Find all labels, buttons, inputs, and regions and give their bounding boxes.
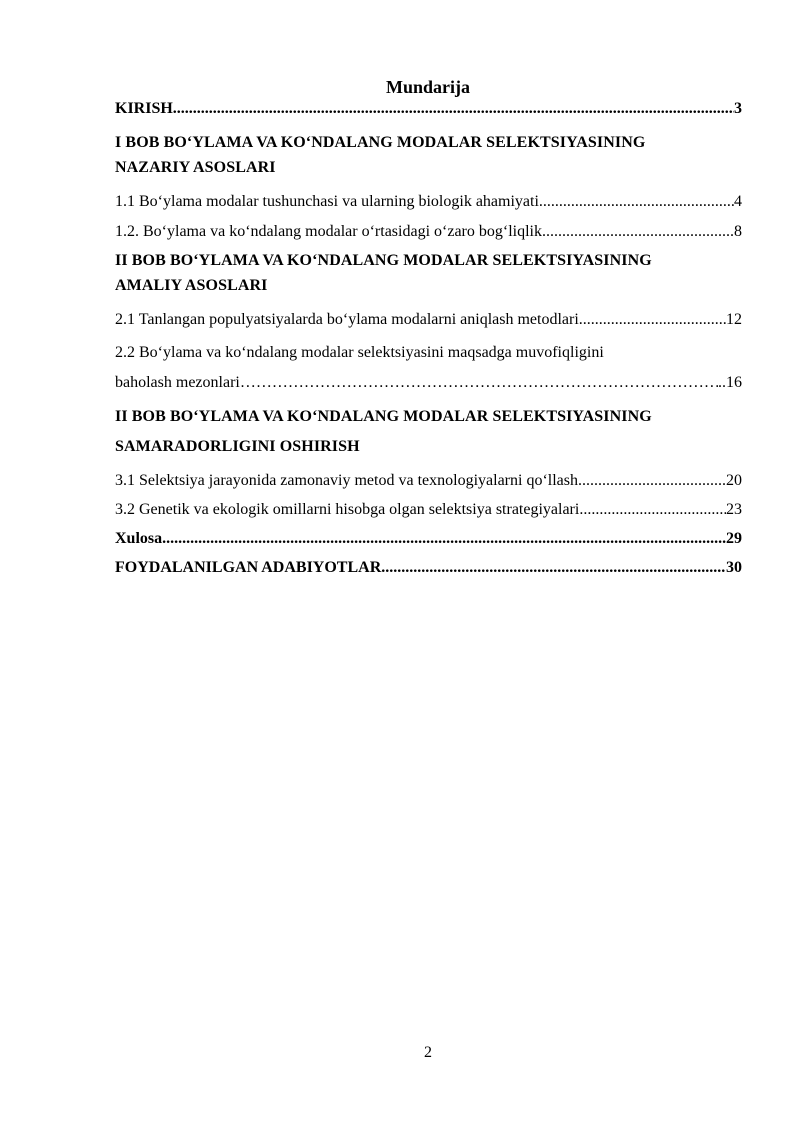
toc-entry-label: 3.2 Genetik va ekologik omillarni hisobga olgan selektsiya strategiyalari [115, 501, 580, 518]
toc-chapter-2-line-1: II BOB BO‘YLAMA VA KO‘NDALANG MODALAR SELEKTSIYASINING [115, 252, 652, 269]
toc-entry-1-1[interactable] [115, 189, 742, 214]
toc-entry-2-1[interactable] [115, 307, 742, 332]
toc-leader-dots [579, 307, 726, 332]
toc-entry-3-2[interactable] [115, 497, 742, 522]
toc-chapter-2-line-2: AMALIY ASOSLARI [115, 277, 268, 294]
toc-leader-dots [173, 97, 734, 121]
toc-leader-dots [240, 371, 718, 395]
toc-leader-dots [578, 468, 726, 493]
toc-entry-2-2-line-1: 2.2 Bo‘ylama va ko‘ndalang modalar selektsiyasini maqsadga muvofiqligini [115, 344, 604, 361]
toc-entry-label: 2.1 Tanlangan populyatsiyalarda bo‘ylama modalarni aniqlash metodlari [115, 311, 579, 328]
toc-chapter-3[interactable] [115, 402, 742, 462]
toc-page-number: 30 [726, 559, 742, 576]
toc-chapter-3-line-2: SAMARADORLIGINI OSHIRISH [115, 438, 360, 455]
toc-chapter-1[interactable] [115, 130, 742, 180]
toc-chapter-1-line-2: NAZARIY ASOSLARI [115, 159, 276, 176]
page-number: 2 [424, 1044, 432, 1061]
toc-entry-label: 3.1 Selektsiya jarayonida zamonaviy metod va texnologiyalarni qo‘llash [115, 472, 578, 489]
toc-entry-2-2-line-2 [115, 371, 742, 395]
toc-entry-label: baholash mezonlari [115, 374, 240, 391]
toc-chapter-2[interactable] [115, 248, 742, 298]
toc-chapter-3-line-1: II BOB BO‘YLAMA VA KO‘NDALANG MODALAR SELEKTSIYASINING [115, 408, 652, 425]
document-title: Mundarija [385, 77, 470, 97]
toc-chapter-1-line-1: I BOB BO‘YLAMA VA KO‘NDALANG MODALAR SELEKTSIYASINING [115, 134, 646, 151]
toc-leader-dots [542, 219, 734, 244]
toc-entry-label: 1.2. Bo‘ylama va ko‘ndalang modalar o‘rtasidagi o‘zaro bog‘liqlik [115, 223, 542, 240]
toc-entry-label: Xulosa [115, 530, 163, 547]
toc-leader-dots [162, 526, 726, 551]
toc-entry-references[interactable] [115, 555, 742, 580]
toc-leader-dots [579, 497, 726, 522]
toc-entry-2-2[interactable] [115, 339, 742, 395]
toc-page-number: 12 [726, 311, 742, 328]
toc-entry-label: 1.1 Bo‘ylama modalar tushunchasi va ularning biologik ahamiyati [115, 193, 539, 210]
toc-page-number: 20 [726, 472, 742, 489]
toc-page-number: 3 [734, 100, 742, 117]
toc-page-number: 8 [734, 223, 742, 240]
table-of-contents [115, 97, 742, 580]
toc-page-number: ..16 [718, 374, 742, 391]
toc-entry-3-1[interactable] [115, 468, 742, 493]
toc-leader-dots [539, 189, 734, 214]
toc-page-number: 23 [726, 501, 742, 518]
toc-leader-dots [381, 555, 726, 580]
toc-entry-label: KIRISH [115, 100, 173, 117]
toc-entry-intro[interactable] [115, 97, 742, 121]
toc-entry-conclusion[interactable] [115, 526, 742, 551]
toc-page-number: 4 [734, 193, 742, 210]
toc-entry-label: FOYDALANILGAN ADABIYOTLAR [115, 559, 382, 576]
toc-page-number: 29 [726, 530, 742, 547]
toc-entry-1-2[interactable] [115, 219, 742, 244]
